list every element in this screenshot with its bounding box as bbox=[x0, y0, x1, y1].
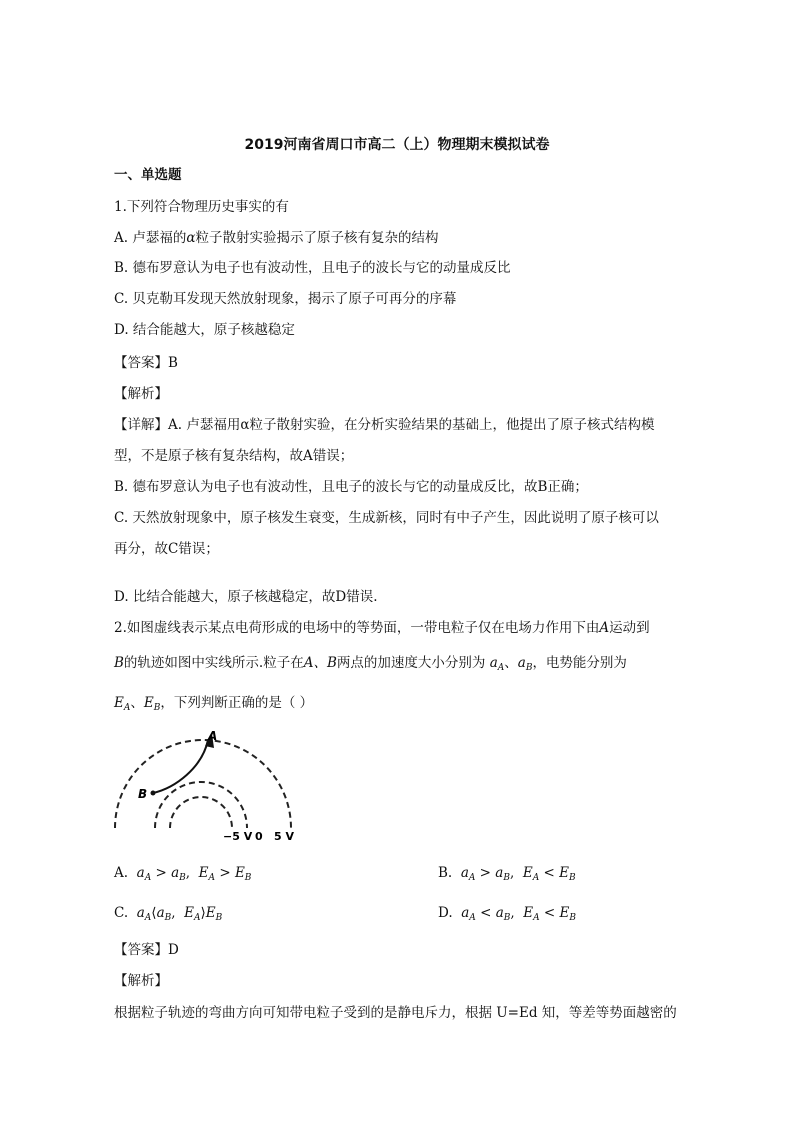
q1-detail-line: 【详解】A. 卢瑟福用α粒子散射实验，在分析实验结果的基础上，他提出了原子核式结构模 bbox=[114, 417, 655, 433]
equipotential-figure bbox=[110, 728, 300, 843]
q2-stem-line1: 2.如图虚线表示某点电荷形成的电场中的等势面，一带电粒子仅在电场力作用下由A运动到 bbox=[114, 620, 650, 636]
trajectory-line bbox=[153, 740, 208, 793]
q1-stem: 1.下列符合物理历史事实的有 bbox=[114, 199, 289, 215]
q1-detail-line: 型，不是原子核有复杂结构，故A错误； bbox=[114, 448, 354, 464]
label-5v: 5 V bbox=[274, 830, 294, 843]
q2-explanation-line: 根据粒子轨迹的弯曲方向可知带电粒子受到的是静电斥力，根据 U=Ed 知，等差等势面越密的 bbox=[114, 1005, 677, 1021]
q1-detail-line: C. 天然放射现象中，原子核发生衰变，生成新核，同时有中子产生，因此说明了原子核可以 bbox=[114, 510, 659, 526]
q1-option-a: A. 卢瑟福的α粒子散射实验揭示了原子核有复杂的结构 bbox=[114, 230, 439, 246]
section-heading: 一、单选题 bbox=[114, 167, 182, 183]
q1-detail-line: D. 比结合能越大，原子核越稳定，故D错误. bbox=[114, 589, 378, 605]
q2-option-c: C. $a_A⟨a_B$, $E_A⟩E_B$ bbox=[114, 905, 223, 923]
q2-stem-line3: $E_A$、$E_B$，下列判断正确的是（ ） bbox=[114, 695, 314, 713]
q1-option-b: B. 德布罗意认为电子也有波动性，且电子的波长与它的动量成反比 bbox=[114, 260, 511, 276]
var-aB: $a_B$ bbox=[517, 655, 533, 673]
q2-option-a: A. $a_A > a_B$, $E_A > E_B$ bbox=[114, 865, 252, 883]
var-EA: $E_A$ bbox=[114, 695, 131, 713]
q2-analysis-label: 【解析】 bbox=[114, 973, 168, 989]
q1-detail-line: B. 德布罗意认为电子也有波动性，且电子的波长与它的动量成反比，故B正确； bbox=[114, 479, 588, 495]
q1-option-d: D. 结合能越大，原子核越稳定 bbox=[114, 322, 295, 338]
q2-answer: 【答案】D bbox=[114, 942, 179, 958]
q2-option-d: D. $a_A < a_B$, $E_A < E_B$ bbox=[438, 905, 577, 923]
var-aA: $a_A$ bbox=[489, 655, 505, 673]
q1-analysis-label: 【解析】 bbox=[114, 386, 168, 402]
point-b-dot bbox=[151, 791, 156, 796]
equipotential-0v bbox=[155, 782, 247, 828]
page-title: 2019河南省周口市高二（上）物理期末模拟试卷 bbox=[244, 137, 550, 153]
q1-detail-line: 再分，故C错误； bbox=[114, 541, 219, 557]
q1-option-c: C. 贝克勒耳发现天然放射现象，揭示了原子可再分的序幕 bbox=[114, 291, 457, 307]
label-0v: 0 bbox=[255, 830, 263, 843]
q2-option-b: B. $a_A > a_B$, $E_A < E_B$ bbox=[438, 865, 576, 883]
var-EB: $E_B$ bbox=[143, 695, 161, 713]
equipotential-minus5v bbox=[170, 797, 232, 828]
label-b: B bbox=[138, 787, 148, 801]
label-a: A bbox=[208, 729, 218, 743]
label-minus5v: −5 V bbox=[223, 830, 253, 843]
q2-stem-line2: B的轨迹如图中实线所示.粒子在A、B两点的加速度大小分别为 $a_A$、$a_B$，电势能分别为 bbox=[114, 655, 627, 673]
q1-answer: 【答案】B bbox=[114, 355, 178, 371]
